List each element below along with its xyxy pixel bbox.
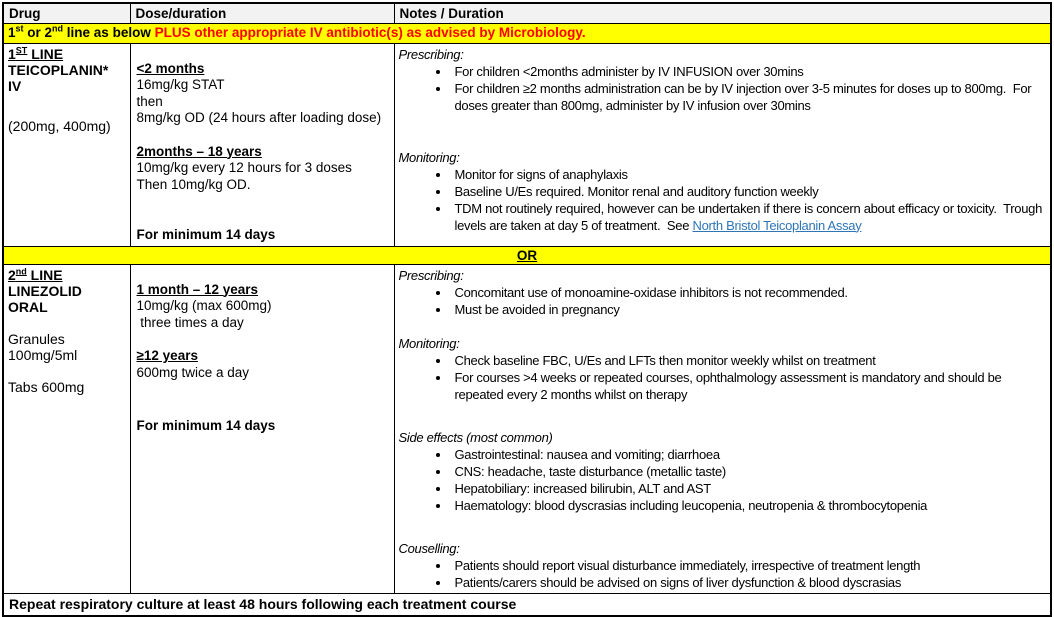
drug-formulation: Granules 100mg/5ml — [8, 330, 78, 363]
bullet-item: • Monitor for signs of anaphylaxis — [451, 166, 1046, 183]
tdm-text: TDM not routinely required, however can be undertaken if there is concern about efficacy or toxicity. Trough levels are taken at day 5 of treatment. See — [454, 200, 1043, 233]
second-line-label: 2nd LINE — [8, 265, 63, 283]
dose-line: 8mg/kg OD (24 hours after loading dose) — [136, 110, 382, 125]
age-band-heading: <2 months — [136, 60, 205, 76]
first-line-label: 1ST LINE — [8, 44, 64, 62]
monitoring-list — [399, 352, 1046, 403]
dose-line: 600mg twice a day — [136, 364, 250, 380]
teicoplanin-dose-cell — [130, 43, 394, 246]
drug-route: ORAL — [8, 298, 48, 315]
dose-line: 10mg/kg (max 600mg) — [136, 298, 272, 313]
bullet-item: • Haematology: blood dyscrasias including leucopenia, neutropenia & thrombocytopenia — [451, 497, 1046, 514]
age-band-heading: 2months – 18 years — [136, 143, 262, 159]
combination-banner-row — [3, 23, 1051, 43]
linezolid-notes-cell — [394, 264, 1051, 593]
bullet-item — [451, 200, 1046, 234]
bullet-item: • Concomitant use of monoamine-oxidase inhibitors is not recommended. — [451, 284, 1046, 301]
monitoring-list — [399, 166, 1046, 234]
monitoring-label: Monitoring: — [398, 335, 460, 351]
prescribing-label: Prescribing: — [398, 267, 464, 283]
bullet-item: • Hepatobiliary: increased bilirubin, ALT and AST — [451, 480, 1046, 497]
age-band-heading: 1 month – 12 years — [136, 281, 259, 297]
side-effects-label: Side effects (most common) — [398, 429, 553, 445]
banner-black-text: 1st or 2nd line as below — [8, 23, 155, 40]
side-effects-list — [399, 446, 1046, 514]
teicoplanin-drug-cell — [3, 43, 130, 246]
drug-formulation: Tabs 600mg — [8, 378, 85, 395]
drug-route: IV — [8, 77, 22, 94]
or-divider-row — [3, 246, 1051, 264]
linezolid-dose-cell — [130, 264, 394, 593]
drug-name: TEICOPLANIN* — [8, 61, 109, 78]
teicoplanin-assay-link[interactable]: North Bristol Teicoplanin Assay — [692, 217, 862, 233]
dose-line: three times a day — [136, 314, 244, 330]
linezolid-row — [3, 264, 1051, 593]
linezolid-drug-cell — [3, 264, 130, 593]
drug-strengths: (200mg, 400mg) — [8, 117, 111, 134]
column-header-notes: Notes / Duration — [394, 3, 1051, 23]
bullet-item: • Patients should report visual disturbance immediately, irrespective of treatment length — [451, 557, 1046, 574]
duration-note: For minimum 14 days — [136, 418, 276, 433]
banner-red-text: PLUS other appropriate IV antibiotic(s) as advised by Microbiology. — [154, 24, 586, 40]
bullet-item: • Baseline U/Es required. Monitor renal and auditory function weekly — [451, 183, 1046, 200]
column-header-dose: Dose/duration — [130, 3, 394, 23]
age-band-heading: ≥12 years — [136, 348, 198, 363]
dose-line: then — [136, 93, 163, 109]
bullet-item: • Gastrointestinal: nausea and vomiting; diarrhoea — [451, 446, 1046, 463]
counselling-list — [399, 557, 1046, 591]
bullet-item: • CNS: headache, taste disturbance (metallic taste) — [451, 463, 1046, 480]
header-row — [3, 3, 1051, 23]
bullet-item: • Must be avoided in pregnancy — [451, 301, 1046, 318]
footer-row — [3, 593, 1051, 616]
antibiotic-guideline-table — [2, 2, 1052, 617]
bullet-item: • Check baseline FBC, U/Es and LFTs then monitor weekly whilst on treatment — [451, 352, 1046, 369]
dose-line: Then 10mg/kg OD. — [136, 176, 251, 192]
prescribing-list — [399, 63, 1046, 114]
prescribing-list — [399, 284, 1046, 318]
combination-banner — [3, 23, 1051, 43]
monitoring-label: Monitoring: — [398, 149, 460, 165]
teicoplanin-row — [3, 43, 1051, 246]
bullet-item: • For children <2months administer by IV INFUSION over 30mins — [451, 63, 1046, 80]
duration-note: For minimum 14 days — [136, 227, 276, 242]
bullet-item: • For courses >4 weeks or repeated courses, ophthalmology assessment is mandatory and should be repeated every 2 months whilst on therapy — [451, 369, 1046, 403]
bullet-item: • Patients/carers should be advised on signs of liver dysfunction & blood dyscrasias — [451, 574, 1046, 591]
repeat-culture-note: Repeat respiratory culture at least 48 hours following each treatment course — [3, 593, 1051, 616]
column-header-drug: Drug — [3, 3, 130, 23]
dose-line: 16mg/kg STAT — [136, 77, 225, 92]
teicoplanin-notes-cell — [394, 43, 1051, 246]
counselling-label: Couselling: — [398, 540, 460, 556]
prescribing-label: Prescribing: — [398, 46, 464, 62]
dose-line: 10mg/kg every 12 hours for 3 doses — [136, 160, 352, 175]
drug-name: LINEZOLID — [8, 282, 82, 299]
or-divider: OR — [3, 246, 1051, 264]
bullet-item: • For children ≥2 months administration can be by IV injection over 3-5 minutes for doses up to 800mg. For doses greater than 800mg, administer by IV infusion over 30mins — [451, 80, 1046, 114]
